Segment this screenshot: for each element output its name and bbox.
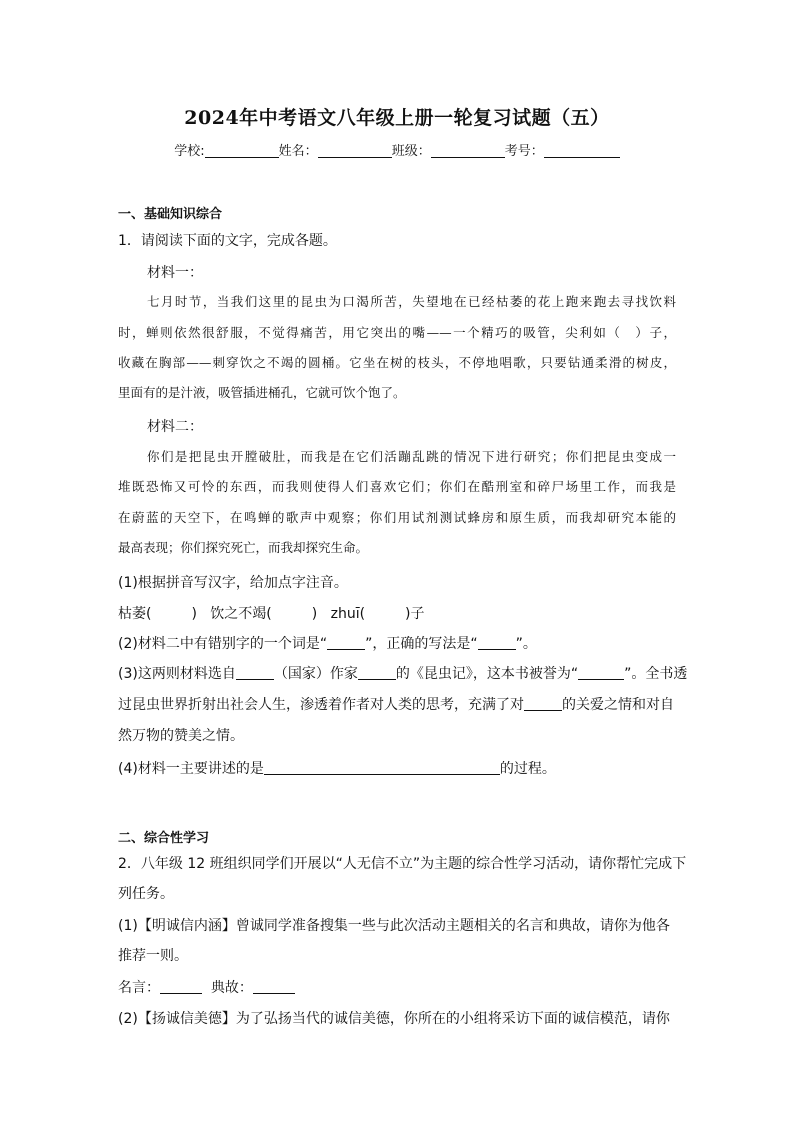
sub-question-3	[118, 663, 687, 683]
text: 过昆虫世界折射出社会人生，渗透着作者对人类的思考，充满了对	[118, 697, 524, 713]
text: 的关爱之情和对自	[562, 697, 674, 713]
sub-question-4	[118, 758, 556, 778]
sub-question-2	[118, 633, 537, 653]
school-label: 学校:	[174, 144, 205, 159]
sub-question-3-cont: 然万物的赞美之情。	[118, 728, 244, 744]
answer-blank[interactable]	[524, 697, 562, 711]
text: 的过程。	[499, 761, 556, 777]
answer-blank[interactable]	[327, 636, 365, 650]
answer-suffix: )	[311, 606, 318, 622]
name-field[interactable]	[318, 143, 392, 158]
answer-blank[interactable]	[264, 761, 500, 775]
question-1: 1．请阅读下面的文字，完成各题。	[118, 233, 337, 249]
name-label: 姓名：	[278, 144, 318, 159]
answer-blank[interactable]	[236, 666, 274, 680]
text: (3)这两则材料选自	[118, 666, 236, 682]
material-2-line: 堆既恐怖又可怜的东西，而我则使得人们喜欢它们；你们在酷刑室和碎尸场里工作，而我是	[118, 479, 676, 494]
answer-prefix: zhuī(	[330, 606, 366, 622]
text: 典故：	[210, 980, 253, 996]
student-info-row	[0, 140, 794, 159]
examno-field[interactable]	[544, 143, 620, 158]
school-field[interactable]	[205, 143, 279, 158]
answer-blank[interactable]	[358, 666, 396, 680]
text: (2)材料二中有错别字的一个词是“	[118, 636, 328, 652]
task-1: (1)【明诚信内涵】曾诚同学准备搜集一些与此次活动主题相关的名言和典故，请你为他各	[118, 918, 670, 934]
text: ”。	[515, 636, 537, 652]
sub-question-1-answers	[118, 603, 425, 623]
answer-blank[interactable]	[160, 980, 202, 994]
answer-prefix: 枯萎(	[118, 606, 152, 622]
question-2-cont: 列任务。	[118, 886, 174, 902]
page-title: 2024年中考语文八年级上册一轮复习试题（五）	[184, 107, 610, 129]
answer-suffix: )	[191, 606, 197, 622]
material-1-line: 收藏在胸部——刺穿饮之不竭的圆桶。它坐在树的枝头，不停地唱歌，只要钻通柔滑的树皮，	[118, 355, 676, 370]
section-heading: 一、基础知识综合	[118, 207, 223, 222]
material-2-line: 在蔚蓝的天空下，在鸣蝉的歌声中观察；你们用试剂测试蜂房和原生质，而我却研究本能的	[118, 510, 676, 525]
material-1-line: 里面有的是汁液，吸管插进桶孔，它就可饮个饱了。	[118, 385, 406, 400]
answer-blank[interactable]	[478, 636, 516, 650]
class-label: 班级：	[391, 144, 431, 159]
answer-suffix: )子	[405, 606, 425, 622]
answer-blank[interactable]	[253, 980, 295, 994]
text: 名言：	[118, 980, 160, 996]
text: （国家）作家	[273, 666, 358, 682]
material-1-line: 时，蝉则依然很舒服，不觉得痛苦，用它突出的嘴——一个精巧的吸管，尖利如（ ）子，	[118, 325, 676, 340]
answer-prefix: 饮之不竭(	[210, 606, 272, 622]
text: 的《昆虫记》，这本书被誉为“	[395, 666, 579, 682]
sub-question-3-cont	[118, 694, 674, 714]
material-2-line: 你们是把昆虫开膛破肚，而我是在它们活蹦乱跳的情况下进行研究；你们把昆虫变成一	[147, 449, 676, 464]
material-1-label: 材料一：	[147, 265, 203, 281]
sub-question-1: (1)根据拼音写汉字，给加点字注音。	[118, 575, 348, 591]
task-1-fields	[118, 977, 295, 997]
task-1-cont: 推荐一则。	[118, 948, 188, 964]
class-field[interactable]	[431, 143, 505, 158]
task-2: (2)【扬诚信美德】为了弘扬当代的诚信美德，你所在的小组将采访下面的诚信模范，请你	[118, 1011, 670, 1027]
section-heading: 二、综合性学习	[118, 831, 210, 846]
examno-label: 考号：	[504, 144, 544, 159]
question-2: 2．八年级 12 班组织同学们开展以“人无信不立”为主题的综合性学习活动，请你帮忙完成下	[118, 856, 687, 872]
material-1-line: 七月时节，当我们这里的昆虫为口渴所苦，失望地在已经枯萎的花上跑来跑去寻找饮料	[147, 294, 676, 309]
text: ”，正确的写法是“	[365, 636, 478, 652]
answer-blank[interactable]	[578, 666, 624, 680]
text: ”。全书透	[624, 666, 688, 682]
material-2-line: 最高表现；你们探究死亡，而我却探究生命。	[118, 540, 369, 555]
material-2-label: 材料二：	[147, 419, 203, 435]
text: (4)材料一主要讲述的是	[118, 761, 264, 777]
